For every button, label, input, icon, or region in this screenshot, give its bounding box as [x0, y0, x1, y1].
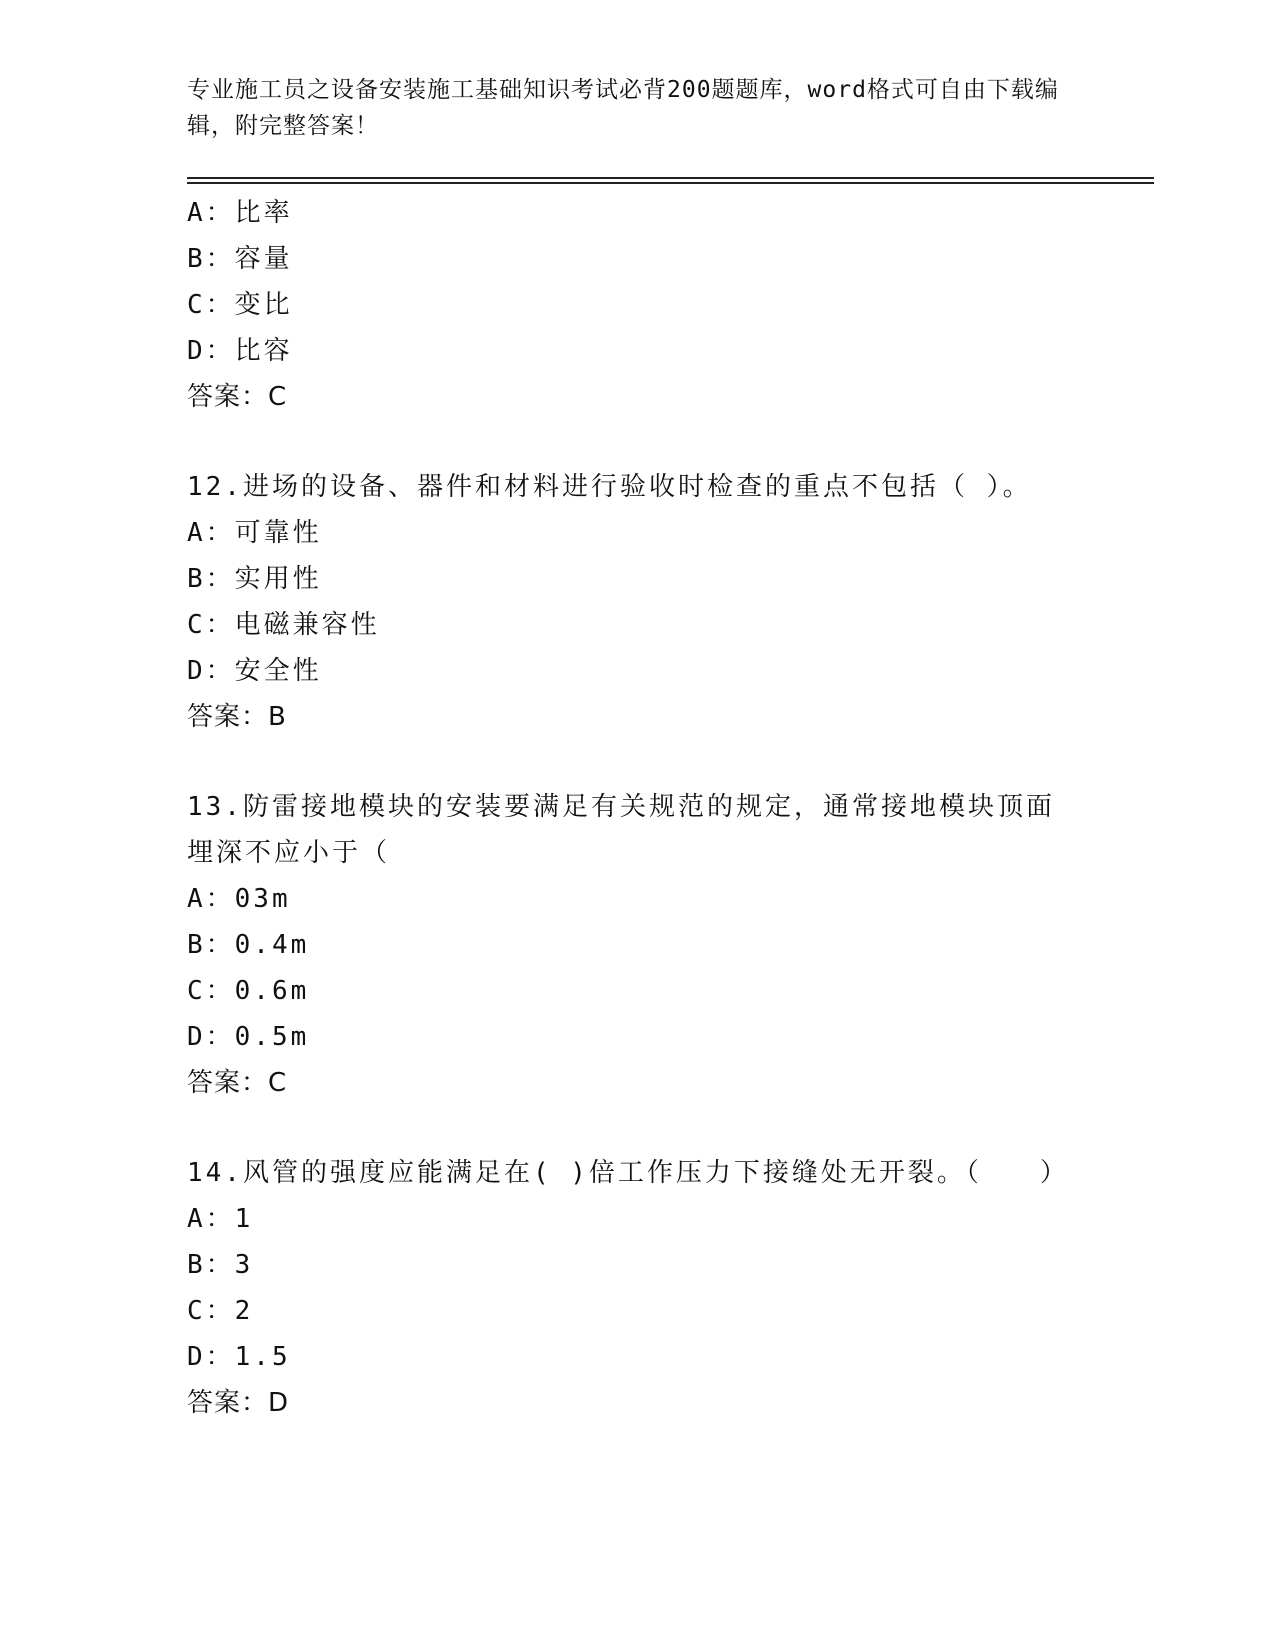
option-c: C：0.6m: [187, 976, 310, 1006]
question-12: [187, 464, 1087, 740]
option-a: A：03m: [187, 884, 291, 914]
option-b: B：0.4m: [187, 930, 310, 960]
question-stem: 13.防雷接地模块的安装要满足有关规范的规定，通常接地模块顶面埋深不应小于（: [187, 792, 1055, 868]
option-a: A：1: [187, 1204, 254, 1234]
answer: 答案：C: [187, 1068, 288, 1098]
option-a: A：可靠性: [187, 518, 322, 548]
answer: 答案：D: [187, 1388, 290, 1418]
option-d: D：比容: [187, 336, 293, 366]
answer: 答案：B: [187, 702, 287, 732]
option-d: D：1.5: [187, 1342, 291, 1372]
option-b: B：实用性: [187, 564, 322, 594]
question-stem: 12.进场的设备、器件和材料进行验收时检查的重点不包括（ ）。: [187, 472, 1032, 502]
question-stem: 14.风管的强度应能满足在( )倍工作压力下接缝处无开裂。（ ）: [187, 1158, 1069, 1188]
option-d: D：0.5m: [187, 1022, 310, 1052]
header-divider-bottom: [187, 182, 1154, 184]
header-divider-top: [187, 177, 1154, 179]
answer: 答案：C: [187, 382, 288, 412]
question-fragment: [187, 190, 1087, 420]
option-c: C：变比: [187, 290, 293, 320]
option-a: A：比率: [187, 198, 293, 228]
option-d: D：安全性: [187, 656, 322, 686]
question-list: [187, 190, 1087, 1426]
question-13: [187, 784, 1087, 1106]
option-b: B：3: [187, 1250, 254, 1280]
document-header: 专业施工员之设备安装施工基础知识考试必背200题题库，word格式可自由下载编辑，附完整答案！: [187, 77, 1059, 139]
option-b: B：容量: [187, 244, 293, 274]
option-c: C：2: [187, 1296, 254, 1326]
question-14: [187, 1150, 1087, 1426]
option-c: C：电磁兼容性: [187, 610, 380, 640]
